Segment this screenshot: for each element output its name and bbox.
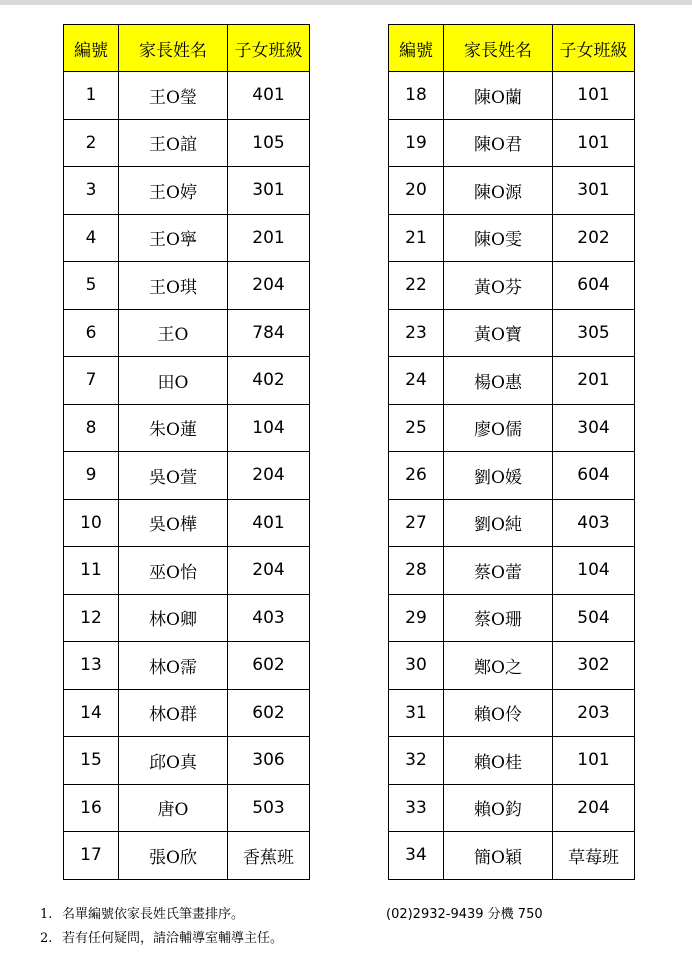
row-number-cell: 9 bbox=[64, 452, 119, 500]
table-row bbox=[64, 309, 310, 357]
row-number-cell: 29 bbox=[389, 594, 444, 642]
table-row bbox=[64, 642, 310, 690]
parent-name-cell: 吳O樺 bbox=[119, 499, 228, 547]
parent-name-cell: 王O誼 bbox=[119, 119, 228, 167]
child-class-cell: 香蕉班 bbox=[228, 832, 310, 880]
table-row bbox=[64, 784, 310, 832]
page-top-edge bbox=[0, 0, 692, 5]
child-class-cell: 101 bbox=[553, 119, 635, 167]
table-row bbox=[64, 547, 310, 595]
parent-name-cell: 唐O bbox=[119, 784, 228, 832]
child-class-cell: 602 bbox=[228, 642, 310, 690]
row-number-cell: 22 bbox=[389, 262, 444, 310]
footnote-text: 若有任何疑問，請洽輔導室輔導主任。 bbox=[62, 931, 284, 946]
table-row bbox=[64, 404, 310, 452]
parent-name-cell: 蔡O珊 bbox=[444, 594, 553, 642]
row-number-cell: 12 bbox=[64, 594, 119, 642]
parent-name-cell: 廖O儒 bbox=[444, 404, 553, 452]
parent-name-cell: 劉O純 bbox=[444, 499, 553, 547]
child-class-cell: 604 bbox=[553, 452, 635, 500]
parent-name-cell: 陳O雯 bbox=[444, 214, 553, 262]
row-number-cell: 24 bbox=[389, 357, 444, 405]
table-row bbox=[389, 499, 635, 547]
child-class-cell: 204 bbox=[228, 547, 310, 595]
header-parent-name: 家長姓名 bbox=[119, 25, 228, 72]
row-number-cell: 15 bbox=[64, 737, 119, 785]
parent-name-cell: 陳O蘭 bbox=[444, 72, 553, 120]
child-class-cell: 204 bbox=[228, 452, 310, 500]
child-class-cell: 784 bbox=[228, 309, 310, 357]
parent-name-cell: 林O卿 bbox=[119, 594, 228, 642]
footnote-item bbox=[40, 903, 283, 927]
table-row bbox=[389, 547, 635, 595]
row-number-cell: 14 bbox=[64, 689, 119, 737]
parent-name-cell: 巫O怡 bbox=[119, 547, 228, 595]
row-number-cell: 31 bbox=[389, 689, 444, 737]
parent-name-cell: 朱O蓮 bbox=[119, 404, 228, 452]
row-number-cell: 2 bbox=[64, 119, 119, 167]
child-class-cell: 105 bbox=[228, 119, 310, 167]
footnote-number: 2. bbox=[40, 931, 53, 946]
parent-name-cell: 林O群 bbox=[119, 689, 228, 737]
row-number-cell: 8 bbox=[64, 404, 119, 452]
child-class-cell: 403 bbox=[553, 499, 635, 547]
table-row bbox=[389, 72, 635, 120]
table-row bbox=[389, 832, 635, 880]
row-number-cell: 16 bbox=[64, 784, 119, 832]
table-row bbox=[389, 784, 635, 832]
table-row bbox=[64, 594, 310, 642]
child-class-cell: 604 bbox=[553, 262, 635, 310]
table-row bbox=[64, 214, 310, 262]
parent-name-cell: 王O寧 bbox=[119, 214, 228, 262]
row-number-cell: 27 bbox=[389, 499, 444, 547]
child-class-cell: 草莓班 bbox=[553, 832, 635, 880]
row-number-cell: 33 bbox=[389, 784, 444, 832]
table-row bbox=[389, 309, 635, 357]
child-class-cell: 202 bbox=[553, 214, 635, 262]
parent-name-cell: 林O霈 bbox=[119, 642, 228, 690]
parent-name-cell: 蔡O蕾 bbox=[444, 547, 553, 595]
row-number-cell: 21 bbox=[389, 214, 444, 262]
parent-name-cell: 鄭O之 bbox=[444, 642, 553, 690]
header-child-class: 子女班級 bbox=[228, 25, 310, 72]
child-class-cell: 301 bbox=[553, 167, 635, 215]
row-number-cell: 32 bbox=[389, 737, 444, 785]
row-number-cell: 18 bbox=[389, 72, 444, 120]
table-row bbox=[64, 262, 310, 310]
child-class-cell: 401 bbox=[228, 499, 310, 547]
row-number-cell: 25 bbox=[389, 404, 444, 452]
child-class-cell: 306 bbox=[228, 737, 310, 785]
child-class-cell: 101 bbox=[553, 72, 635, 120]
footnote-text: 名單編號依家長姓氏筆畫排序。 bbox=[62, 907, 245, 922]
child-class-cell: 302 bbox=[553, 642, 635, 690]
child-class-cell: 305 bbox=[553, 309, 635, 357]
parent-name-cell: 王O婷 bbox=[119, 167, 228, 215]
child-class-cell: 504 bbox=[553, 594, 635, 642]
child-class-cell: 201 bbox=[553, 357, 635, 405]
header-number: 編號 bbox=[64, 25, 119, 72]
table-row bbox=[64, 499, 310, 547]
child-class-cell: 503 bbox=[228, 784, 310, 832]
row-number-cell: 3 bbox=[64, 167, 119, 215]
footnote-item bbox=[40, 927, 283, 951]
table-row bbox=[64, 119, 310, 167]
table-row bbox=[64, 72, 310, 120]
table-row bbox=[389, 214, 635, 262]
header-child-class: 子女班級 bbox=[553, 25, 635, 72]
parent-name-cell: 黃O寶 bbox=[444, 309, 553, 357]
child-class-cell: 402 bbox=[228, 357, 310, 405]
table-row bbox=[64, 452, 310, 500]
table-row bbox=[389, 689, 635, 737]
parent-name-cell: 陳O源 bbox=[444, 167, 553, 215]
parent-name-cell: 田O bbox=[119, 357, 228, 405]
table-row bbox=[389, 594, 635, 642]
parent-name-cell: 劉O媛 bbox=[444, 452, 553, 500]
parent-name-cell: 邱O真 bbox=[119, 737, 228, 785]
row-number-cell: 34 bbox=[389, 832, 444, 880]
row-number-cell: 28 bbox=[389, 547, 444, 595]
child-class-cell: 602 bbox=[228, 689, 310, 737]
child-class-cell: 101 bbox=[553, 737, 635, 785]
row-number-cell: 11 bbox=[64, 547, 119, 595]
child-class-cell: 104 bbox=[553, 547, 635, 595]
row-number-cell: 10 bbox=[64, 499, 119, 547]
roster-table-left bbox=[63, 24, 310, 880]
table-header-row bbox=[389, 25, 635, 72]
parent-name-cell: 王O琪 bbox=[119, 262, 228, 310]
row-number-cell: 26 bbox=[389, 452, 444, 500]
table-row bbox=[389, 404, 635, 452]
header-number: 編號 bbox=[389, 25, 444, 72]
child-class-cell: 203 bbox=[553, 689, 635, 737]
table-row bbox=[64, 167, 310, 215]
parent-name-cell: 王O瑩 bbox=[119, 72, 228, 120]
child-class-cell: 401 bbox=[228, 72, 310, 120]
parent-name-cell: 黃O芬 bbox=[444, 262, 553, 310]
table-row bbox=[389, 167, 635, 215]
parent-name-cell: 簡O穎 bbox=[444, 832, 553, 880]
table-row bbox=[64, 357, 310, 405]
parent-name-cell: 王O bbox=[119, 309, 228, 357]
child-class-cell: 104 bbox=[228, 404, 310, 452]
row-number-cell: 23 bbox=[389, 309, 444, 357]
row-number-cell: 30 bbox=[389, 642, 444, 690]
table-row bbox=[389, 642, 635, 690]
parent-name-cell: 張O欣 bbox=[119, 832, 228, 880]
row-number-cell: 7 bbox=[64, 357, 119, 405]
footnotes bbox=[40, 903, 283, 951]
table-row bbox=[389, 737, 635, 785]
footnote-number: 1. bbox=[40, 907, 53, 922]
table-row bbox=[64, 832, 310, 880]
row-number-cell: 6 bbox=[64, 309, 119, 357]
child-class-cell: 301 bbox=[228, 167, 310, 215]
child-class-cell: 403 bbox=[228, 594, 310, 642]
table-row bbox=[64, 737, 310, 785]
row-number-cell: 19 bbox=[389, 119, 444, 167]
row-number-cell: 17 bbox=[64, 832, 119, 880]
table-row bbox=[389, 262, 635, 310]
row-number-cell: 13 bbox=[64, 642, 119, 690]
row-number-cell: 1 bbox=[64, 72, 119, 120]
table-row bbox=[64, 689, 310, 737]
child-class-cell: 204 bbox=[228, 262, 310, 310]
table-row bbox=[389, 452, 635, 500]
roster-table-right bbox=[388, 24, 635, 880]
parent-name-cell: 吳O萱 bbox=[119, 452, 228, 500]
parent-name-cell: 賴O鈞 bbox=[444, 784, 553, 832]
row-number-cell: 20 bbox=[389, 167, 444, 215]
parent-name-cell: 賴O桂 bbox=[444, 737, 553, 785]
parent-name-cell: 陳O君 bbox=[444, 119, 553, 167]
table-row bbox=[389, 357, 635, 405]
parent-name-cell: 楊O惠 bbox=[444, 357, 553, 405]
table-row bbox=[389, 119, 635, 167]
parent-name-cell: 賴O伶 bbox=[444, 689, 553, 737]
child-class-cell: 304 bbox=[553, 404, 635, 452]
table-header-row bbox=[64, 25, 310, 72]
child-class-cell: 204 bbox=[553, 784, 635, 832]
row-number-cell: 5 bbox=[64, 262, 119, 310]
contact-phone: (02)2932-9439 分機 750 bbox=[386, 907, 543, 922]
row-number-cell: 4 bbox=[64, 214, 119, 262]
header-parent-name: 家長姓名 bbox=[444, 25, 553, 72]
child-class-cell: 201 bbox=[228, 214, 310, 262]
